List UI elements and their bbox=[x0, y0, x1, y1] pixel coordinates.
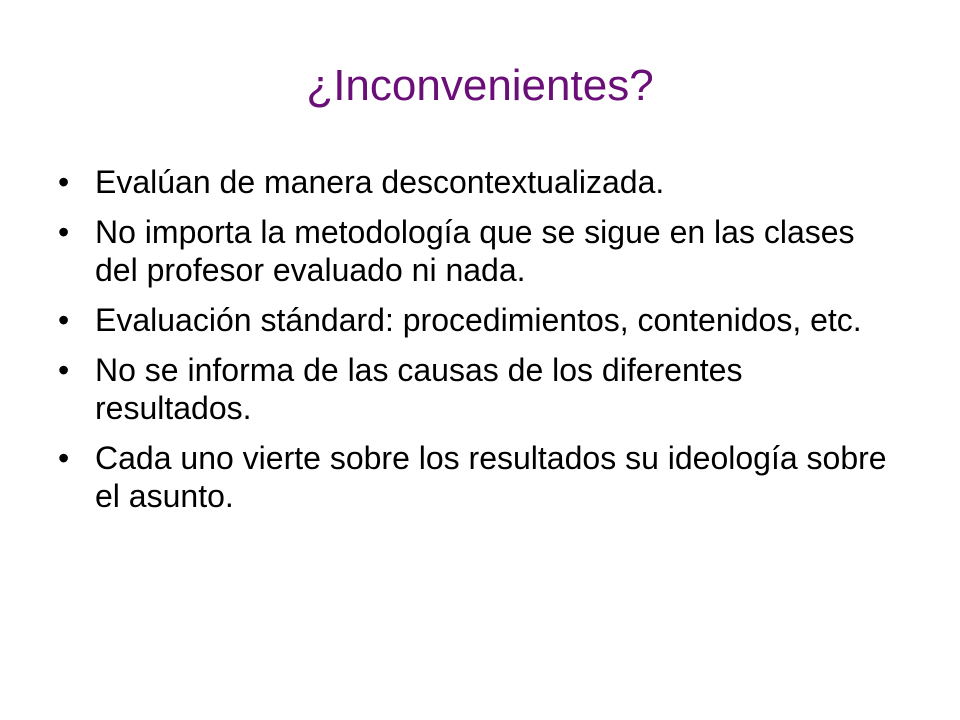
bullet-icon: • bbox=[58, 214, 70, 250]
list-item bbox=[58, 213, 888, 289]
bullet-text: Cada uno vierte sobre los resultados su ideología sobre el asunto. bbox=[95, 440, 887, 514]
bullet-icon: • bbox=[58, 440, 70, 476]
list-item bbox=[58, 301, 888, 339]
slide-title: ¿Inconvenientes? bbox=[306, 61, 654, 110]
bullet-icon: • bbox=[58, 352, 70, 388]
bullet-icon: • bbox=[58, 164, 70, 200]
bullet-text: No se informa de las causas de los diferentes resultados. bbox=[95, 352, 743, 426]
list-item bbox=[58, 163, 888, 201]
bullet-text: Evaluación stándard: procedimientos, contenidos, etc. bbox=[95, 302, 862, 338]
list-item bbox=[58, 439, 888, 515]
bullet-icon: • bbox=[58, 302, 70, 338]
bullet-text: Evalúan de manera descontextualizada. bbox=[95, 164, 665, 200]
bullet-list bbox=[58, 163, 888, 527]
list-item bbox=[58, 351, 888, 427]
bullet-text: No importa la metodología que se sigue en las clases del profesor evaluado ni nada. bbox=[95, 214, 855, 288]
